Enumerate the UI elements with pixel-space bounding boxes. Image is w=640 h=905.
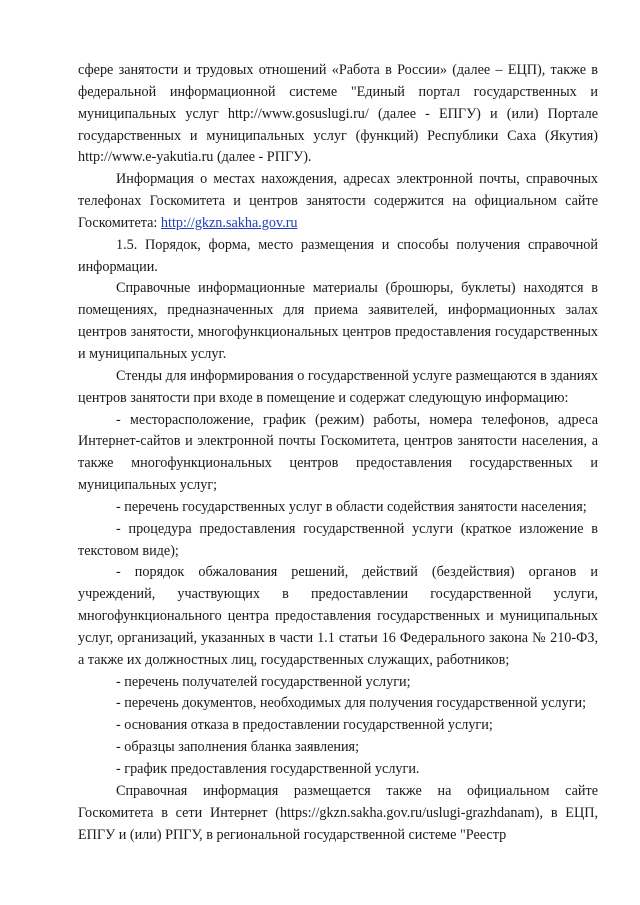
list-item-schedule (78, 759, 598, 781)
paragraph-reference-materials (78, 278, 598, 365)
paragraph-text: - перечень документов, необходимых для получения государственной услуги; (116, 695, 587, 712)
paragraph-text: - основания отказа в предоставлении государственной услуги; (116, 717, 493, 734)
paragraph-text: - перечень государственных услуг в области содействия занятости населения; (116, 498, 587, 515)
list-item-procedure (78, 519, 598, 563)
paragraph-information-stands (78, 366, 598, 410)
paragraph-text: Справочные информационные материалы (брошюры, буклеты) находятся в помещениях, предназначенных для приема заявителей, информационных залах центров занятости, многофункциональных центров предоставления государственных и муниципальных услуг. (78, 280, 598, 362)
list-item-refusal-grounds (78, 715, 598, 737)
paragraph-text: Справочная информация размещается также на официальном сайте Госкомитета в сети Интернет (https://gkzn.sakha.gov.ru/uslugi-grazhdanam), в ЕЦП, ЕПГУ и (или) РПГУ, в региональной государственной системе "Реестр (78, 782, 598, 843)
paragraph-text: сфере занятости и трудовых отношений «Работа в России» (далее – ЕЦП), также в федеральной информационной системе "Единый портал государственных и муниципальных услуг http://www.gosuslugi.ru/ (далее - ЕПГУ) и (или) Портале государственных и муниципальных услуг (функций) Республики Саха (Якутия) http://www.e-yakutia.ru (далее - РПГУ). (78, 62, 598, 166)
paragraph-services-portals (78, 60, 598, 169)
paragraph-text: - месторасположение, график (режим) работы, номера телефонов, адреса Интернет-сайтов и электронной почты Госкомитета, центров занятости населения, а также многофункциональных центров предоставления государственных и муниципальных услуг; (78, 411, 598, 494)
paragraph-text: - образцы заполнения бланка заявления; (116, 739, 360, 756)
paragraph-online-info (78, 781, 598, 847)
paragraph-text: - порядок обжалования решений, действий (бездействия) органов и учреждений, участвующих в предоставлении государственной услуги, многофункционального центра предоставления государственных и муниципальных услуг, организаций, указанных в части 1.1 статьи 16 Федерального закона № 210-ФЗ, а также их должностных лиц, государственных служащих, работников; (78, 564, 598, 668)
paragraph-text: - процедура предоставления государственной услуги (краткое изложение в текстовом виде); (78, 520, 598, 559)
gkzn-website-link[interactable]: http://gkzn.sakha.gov.ru (160, 214, 298, 231)
list-item-documents (78, 693, 598, 715)
list-item-form-samples (78, 737, 598, 759)
paragraph-contact-info (78, 169, 598, 235)
list-item-services-list (78, 497, 598, 519)
paragraph-text: - график предоставления государственной услуги. (116, 761, 420, 777)
paragraph-text: - перечень получателей государственной услуги; (116, 673, 411, 690)
list-item-recipients (78, 672, 598, 694)
document-page (78, 60, 598, 846)
paragraph-text: 1.5. Порядок, форма, место размещения и способы получения справочной информации. (78, 236, 598, 275)
list-item-location-schedule (78, 410, 598, 497)
paragraph-section-1-5-heading (78, 235, 598, 279)
list-item-appeal-procedure (78, 562, 598, 671)
paragraph-text: Стенды для информирования о государственной услуге размещаются в зданиях центров занятости при входе в помещение и содержат следующую информацию: (78, 367, 598, 406)
paragraph-text: Информация о местах нахождения, адресах электронной почты, справочных телефонах Госкомитета и центров занятости содержится на официальном сайте Госкомитета: (78, 171, 598, 231)
